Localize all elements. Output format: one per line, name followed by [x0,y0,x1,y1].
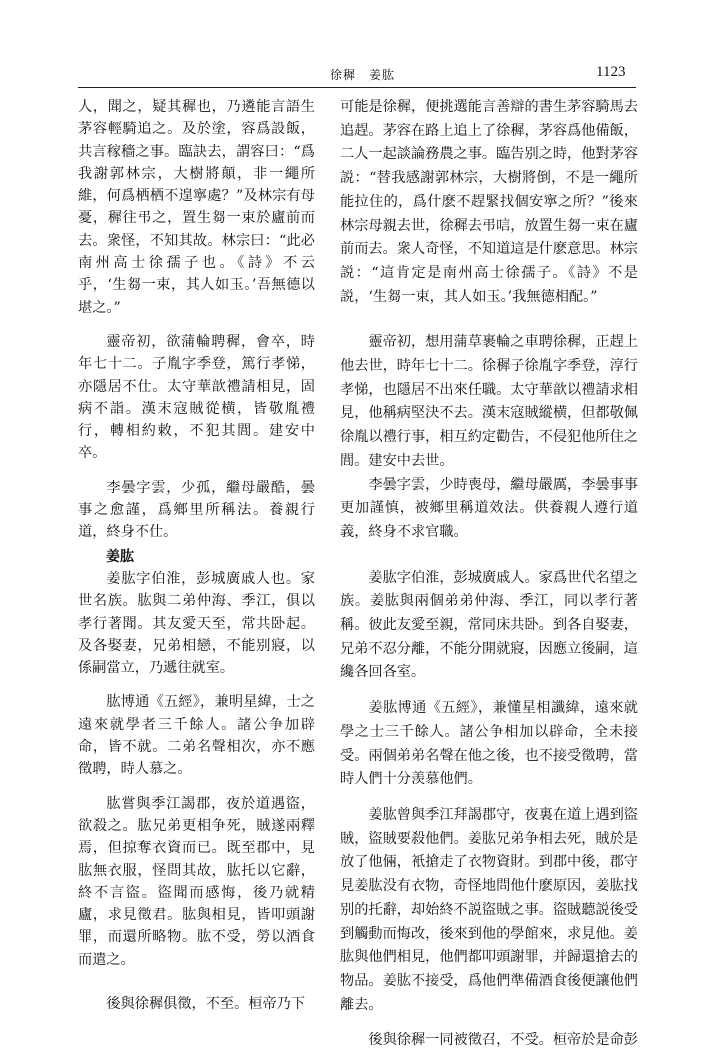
original-paragraph-1: 人，聞之，疑其穉也，乃遴能言語生茅容輕騎追之。及於塗，容爲設飯，共言稼穡之事。臨訣去，謂容曰：“爲我謝郭林宗，大樹將顛，非一繩所維，何爲栖栖不遑寧處？”及林宗有母憂，穉往弔之，置生芻一束於廬前而去。衆怪，不知其故。林宗曰：“此必南州高士徐孺子也。《詩》不云乎，‘生芻一束，其人如玉。’吾無德以堪之。” [78,99,315,316]
translation-paragraph-2: 靈帝初，想用蒲草裹輪之車聘徐穉，正趕上他去世，時年七十二。徐穉子徐胤字季登，淳行孝悌，也隱居不出來任職。太守華歆以禮請求相見，他稱病堅決不去。漢末寇賊縱横，但都敬佩徐胤以禮行事，相互約定勸告，不侵犯他所住之閭。建安中去世。 [340,334,638,469]
running-header [0,66,716,86]
original-paragraph-6: 肱嘗與季江謁郡，夜於道遇盜，欲殺之。肱兄弟更相争死，賊遂兩釋焉，但掠奪衣資而已。既至郡中，見肱無衣服，怪問其故，肱托以它辭，終不言盜。盜聞而感悔，後乃就精廬，求見徵君。肱與相見，皆叩頭謝罪，而還所略物。肱不受，勞以酒食而遣之。 [78,795,315,968]
running-title: 徐穉 姜肱 [330,68,396,82]
translation-paragraph-1: 可能是徐穉，便挑選能言善辯的書生茅容騎馬去追趕。茅容在路上追上了徐穉，茅容爲他備飯，二人一起談論務農之事。臨告别之時，他對茅容説：“替我感謝郭林宗，大樹將倒，不是一繩所能拉住的，爲什麽不趕緊找個安寧之所？”後來林宗母親去世，徐穉去弔唁，放置生芻一束在廬前而去。衆人奇怪，不知道這是什麽意思。林宗説：“這肯定是南州高士徐孺子。《詩》不是説，‘生芻一束，其人如玉。’我無德相配。” [340,99,638,305]
original-paragraph-2: 靈帝初，欲蒲輪聘穉，會卒，時年七十二。子胤字季登，篤行孝悌，亦隱居不仕。太守華歆禮請相見，固病不詣。漢末寇賊從横，皆敬胤禮行，轉相約敕，不犯其閭。建安中卒。 [78,333,315,462]
page-number: 1123 [596,64,626,80]
translation-paragraph-3: 李曇字雲，少時喪母，繼母嚴厲，李曇事事更加謹慎，被鄉里稱道效法。供養親人遵行道義，終身不求官職。 [340,476,638,540]
original-paragraph-4: 姜肱字伯淮，彭城廣戚人也。家世名族。肱與二弟仲海、季江，俱以孝行著聞。其友愛天至，常共卧起。及各娶妻，兄弟相戀，不能别寢，以係嗣當立，乃遞往就室。 [78,570,315,677]
original-paragraph-7: 後與徐穉俱徵，不至。桓帝乃下 [106,995,306,1012]
header-rule [78,87,636,88]
translation-column [340,96,638,1053]
original-text-column [78,96,315,1015]
translation-paragraph-5: 姜肱博通《五經》，兼懂星相讖緯，遠來就學之士三千餘人。諸公争相加以辟命，全未接受。兩個弟弟名聲在他之後，也不接受徵聘，當時人們十分羡慕他們。 [340,700,638,788]
translation-paragraph-4: 姜肱字伯淮，彭城廣戚人。家爲世代名望之族。姜肱與兩個弟弟仲海、季江，同以孝行著稱。彼此友愛至親，常同床共卧。到各自娶妻，兄弟不忍分離，不能分開就寢，因應立後嗣，這纔各回各室。 [340,569,638,681]
section-title: 姜肱 [106,548,134,565]
original-paragraph-3: 李曇字雲，少孤，繼母嚴酷，曇事之愈謹，爲鄉里所稱法。養親行道，終身不仕。 [78,479,315,541]
translation-paragraph-7: 後與徐穉一同被徵召，不受。桓帝於是命彭 [368,1032,638,1049]
translation-paragraph-6: 姜肱曾與季江拜謁郡守，夜裏在道上遇到盜賊，盜賊要殺他們。姜肱兄弟争相去死，賊於是放了他倆，衹搶走了衣物資財。到郡中後，郡守見姜肱没有衣物，奇怪地問他什麽原因，姜肱找别的托辭，却始終不説盜賊之事。盜賊聽説後受到觸動而悔改，後來到他的學館來，求見他。姜肱與他們相見，他們都叩頭謝罪，并歸還搶去的物品。姜肱不接受，爲他們準備酒食後便讓他們離去。 [340,806,638,1013]
original-paragraph-5: 肱博通《五經》，兼明星緯，士之遠來就學者三千餘人。諸公争加辟命，皆不就。二弟名聲相次，亦不應徵聘，時人慕之。 [78,694,315,778]
